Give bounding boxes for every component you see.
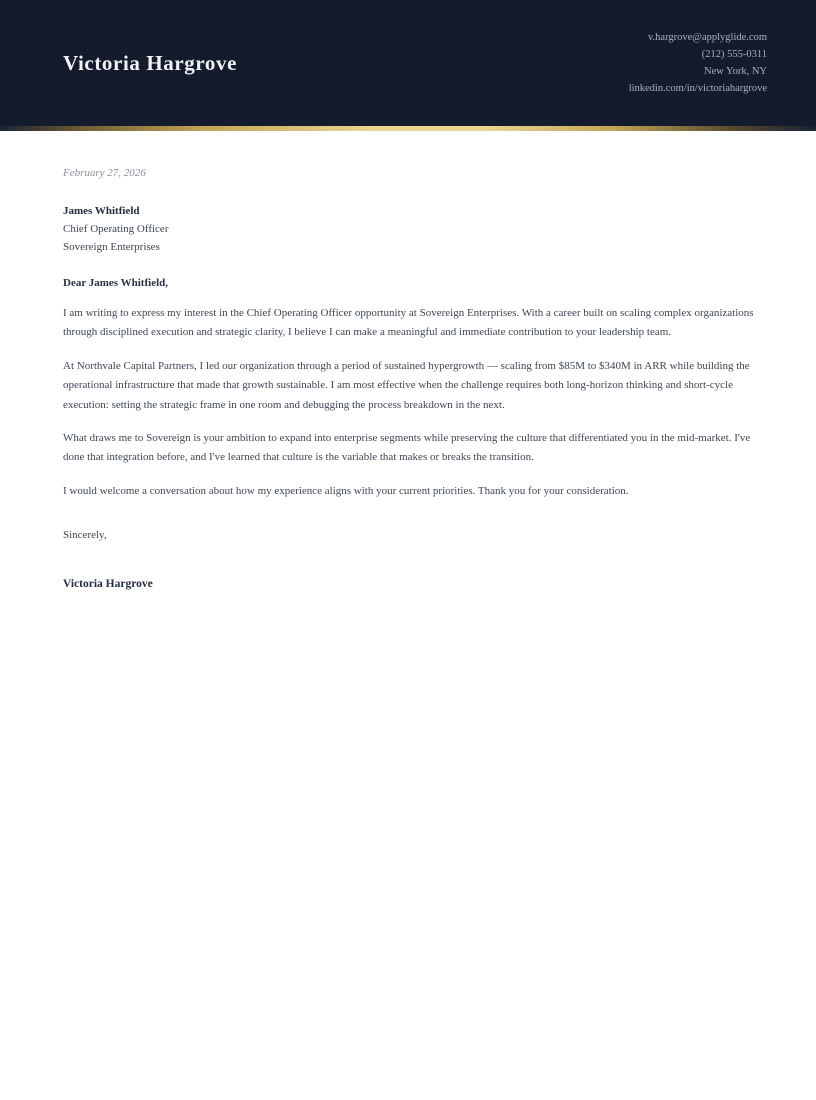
closing: Sincerely, bbox=[63, 529, 107, 542]
salutation: Dear James Whitfield, bbox=[63, 277, 168, 289]
contact-block bbox=[629, 29, 767, 97]
letter-body bbox=[0, 131, 816, 593]
contact-phone: (212) 555-0311 bbox=[701, 49, 767, 60]
recipient-name: James Whitfield bbox=[63, 205, 140, 217]
body-paragraph: I would welcome a conversation about how my experience aligns with your current priorities. Thank you for your consideration. bbox=[63, 484, 629, 497]
letter-date: February 27, 2026 bbox=[63, 167, 146, 179]
recipient-title: Chief Operating Officer bbox=[63, 223, 169, 235]
body-paragraph: I am writing to express my interest in the Chief Operating Officer opportunity at Sovereign Enterprises. With a career built on scaling complex organizations through disciplined execution and strategic clarity, I believe I can make a meaningful and immediate contribution to your leadership team. bbox=[63, 307, 754, 339]
body-paragraph: What draws me to Sovereign is your ambition to expand into enterprise segments while preserving the culture that differentiated you in the mid-market. I've done that integration before, and I've learned that culture is the variable that makes or breaks the transition. bbox=[63, 432, 751, 464]
recipient-block bbox=[63, 202, 767, 256]
signature-name: Victoria Hargrove bbox=[63, 578, 153, 591]
letter-header bbox=[0, 0, 816, 126]
recipient-company: Sovereign Enterprises bbox=[63, 241, 160, 253]
candidate-name: Victoria Hargrove bbox=[63, 50, 238, 75]
body-paragraph: At Northvale Capital Partners, I led our organization through a period of sustained hypergrowth — scaling from $85M to $340M in ARR while building the operational infrastructure that made that growth sustainable. I am most effective when the challenge requires both long-horizon thinking and short-cycle execution: setting the strategic frame in one room and debugging the process breakdown in the next. bbox=[63, 359, 750, 411]
contact-linkedin: linkedin.com/in/victoriahargrove bbox=[628, 83, 767, 94]
contact-email: v.hargrove@applyglide.com bbox=[647, 32, 767, 43]
contact-location: New York, NY bbox=[703, 66, 767, 77]
